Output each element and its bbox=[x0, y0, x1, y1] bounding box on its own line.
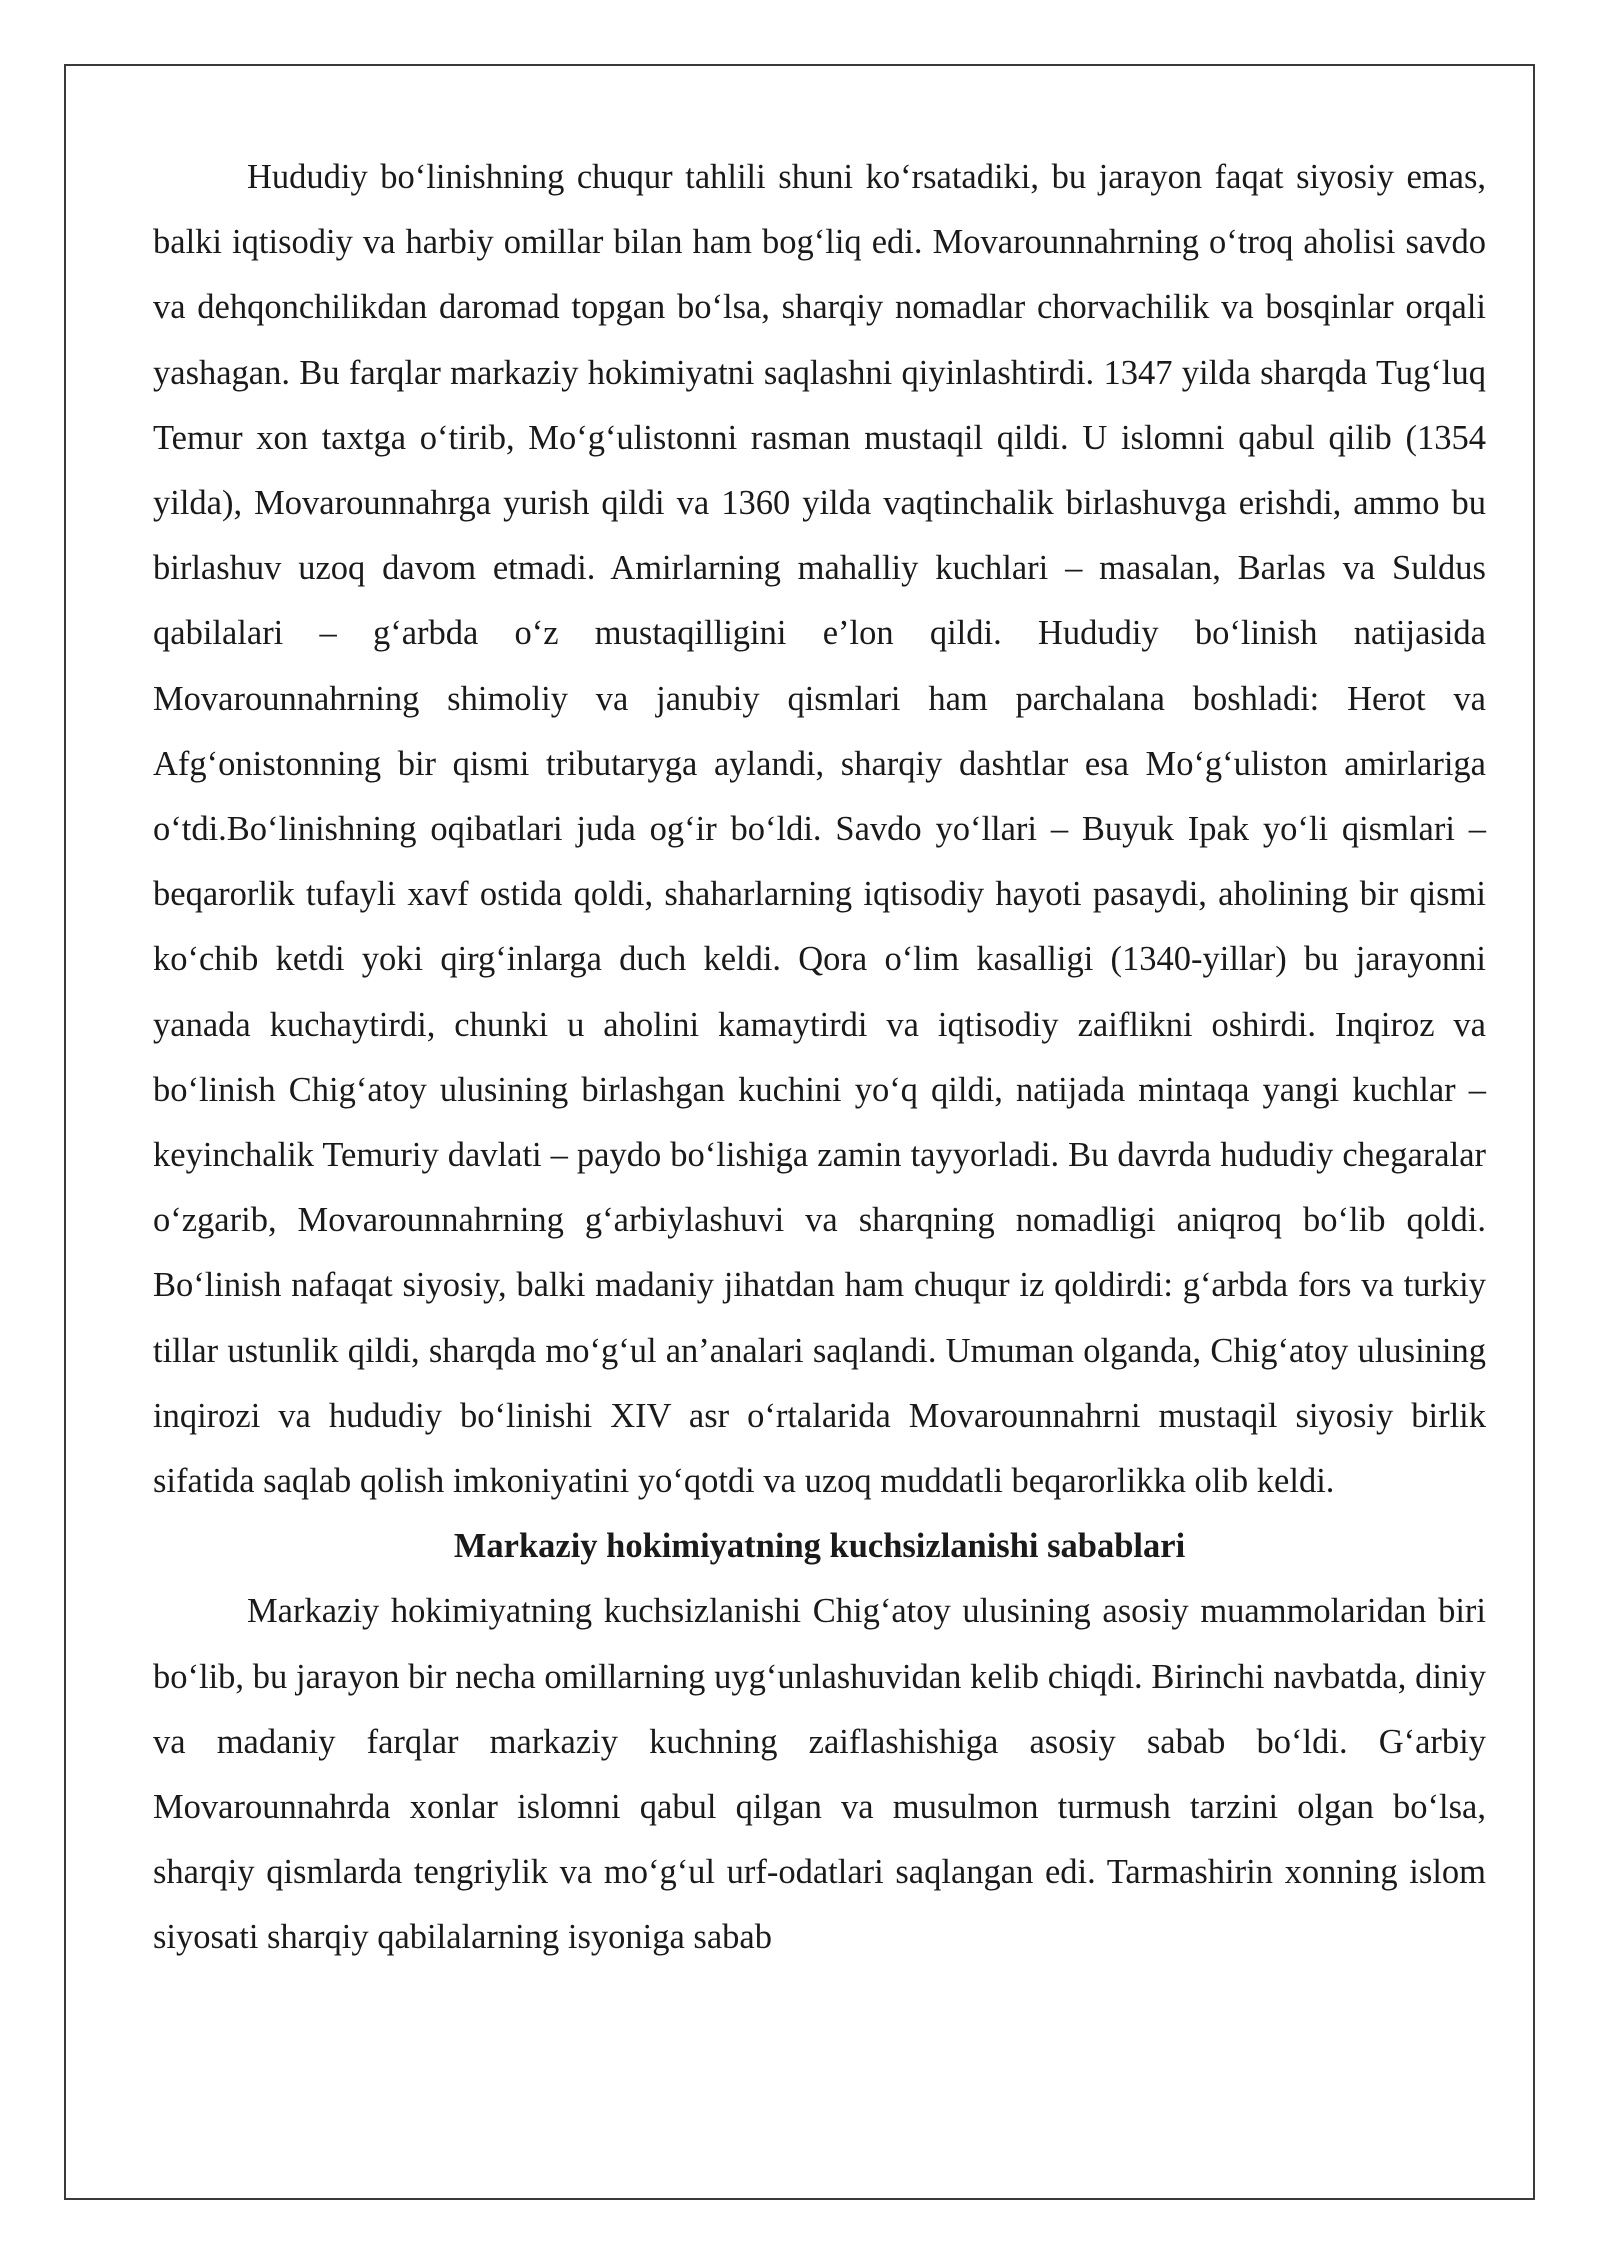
document-body bbox=[153, 145, 1486, 1971]
paragraph-territorial-division: Hududiy bo‘linishning chuqur tahlili shuni ko‘rsatadiki, bu jarayon faqat siyosiy emas, balki iqtisodiy va harbiy omillar bilan ham bog‘liq edi. Movarounnahrning o‘troq aholisi savdo va dehqonchilikdan daromad topgan bo‘lsa, sharqiy nomadlar chorvachilik va bosqinlar orqali yashagan. Bu farqlar markaziy hokimiyatni saqlashni qiyinlashtirdi. 1347 yilda sharqda Tug‘luq Temur xon taxtga o‘tirib, Mo‘g‘ulistonni rasman mustaqil qildi. U islomni qabul qilib (1354 yilda), Movarounnahrga yurish qildi va 1360 yilda vaqtinchalik birlashuvga erishdi, ammo bu birlashuv uzoq davom etmadi. Amirlarning mahalliy kuchlari – masalan, Barlas va Suldus qabilalari – g‘arbda o‘z mustaqilligini e’lon qildi. Hududiy bo‘linish natijasida Movarounnahrning shimoliy va janubiy qismlari ham parchalana boshladi: Herot va Afg‘onistonning bir qismi tributaryga aylandi, sharqiy dashtlar esa Mo‘g‘uliston amirlariga o‘tdi.Bo‘linishning oqibatlari juda og‘ir bo‘ldi. Savdo yo‘llari – Buyuk Ipak yo‘li qismlari – beqarorlik tufayli xavf ostida qoldi, shaharlarning iqtisodiy hayoti pasaydi, aholining bir qismi ko‘chib ketdi yoki qirg‘inlarga duch keldi. Qora o‘lim kasalligi (1340-yillar) bu jarayonni yanada kuchaytirdi, chunki u aholini kamaytirdi va iqtisodiy zaiflikni oshirdi. Inqiroz va bo‘linish Chig‘atoy ulusining birlashgan kuchini yo‘q qildi, natijada mintaqa yangi kuchlar – keyinchalik Temuriy davlati – paydo bo‘lishiga zamin tayyorladi. Bu davrda hududiy chegaralar o‘zgarib, Movarounnahrning g‘arbiylashuvi va sharqning nomadligi aniqroq bo‘lib qoldi. Bo‘linish nafaqat siyosiy, balki madaniy jihatdan ham chuqur iz qoldirdi: g‘arbda fors va turkiy tillar ustunlik qildi, sharqda mo‘g‘ul an’analari saqlandi. Umuman olganda, Chig‘atoy ulusining inqirozi va hududiy bo‘linishi XIV asr o‘rtalarida Movarounnahrni mustaqil siyosiy birlik sifatida saqlab qolish imkoniyatini yo‘qotdi va uzoq muddatli beqarorlikka olib keldi. bbox=[153, 158, 1486, 1501]
paragraph-central-power-weakening: Markaziy hokimiyatning kuchsizlanishi Chig‘atoy ulusining asosiy muammolaridan biri bo‘lib, bu jarayon bir necha omillarning uyg‘unlashuvidan kelib chiqdi. Birinchi navbatda, diniy va madaniy farqlar markaziy kuchning zaiflashishiga asosiy sabab bo‘ldi. G‘arbiy Movarounnahrda xonlar islomni qabul qilgan va musulmon turmush tarzini olgan bo‘lsa, sharqiy qismlarda tengriylik va mo‘g‘ul urf-odatlari saqlangan edi. Tarmashirin xonning islom siyosati sharqiy qabilalarning isyoniga sabab bbox=[153, 1592, 1486, 1957]
section-heading: Markaziy hokimiyatning kuchsizlanishi sabablari bbox=[453, 1527, 1186, 1566]
